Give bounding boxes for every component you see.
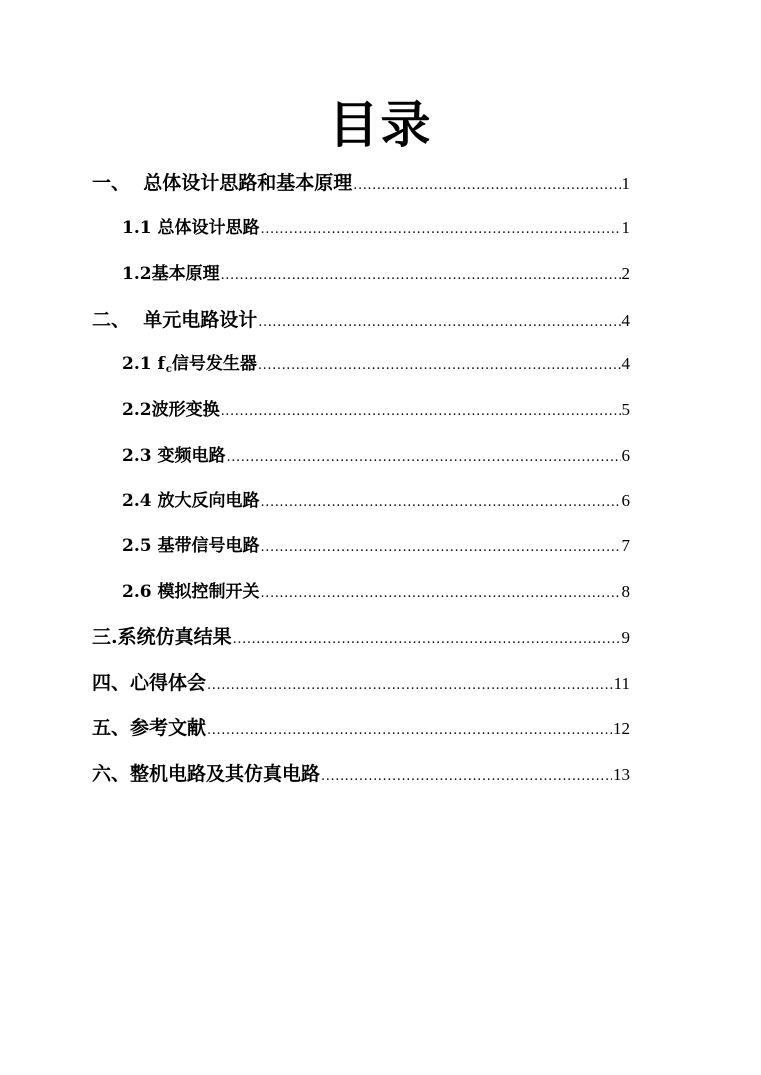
toc-entry-label: 三.系统仿真结果	[92, 626, 232, 648]
toc-leader-dots	[353, 171, 620, 201]
toc-leader-dots	[321, 762, 612, 792]
toc-leader-dots	[261, 215, 621, 245]
toc-page-number: 1	[621, 218, 630, 237]
toc-entry-2-2[interactable]	[122, 395, 630, 425]
toc-page-number: 2	[621, 264, 630, 283]
toc-entry-2-6[interactable]	[122, 577, 630, 607]
toc-entry-4[interactable]	[92, 668, 630, 698]
toc-entry-2-4[interactable]	[122, 486, 630, 516]
toc-page-number: 6	[621, 491, 630, 510]
toc-leader-dots	[221, 261, 621, 291]
toc-entry-2-1[interactable]	[122, 349, 630, 379]
toc-entry-2-3[interactable]	[122, 441, 630, 471]
toc-entry-label: 五、参考文献	[92, 717, 207, 739]
toc-entry-1-1[interactable]	[122, 213, 630, 243]
toc-leader-dots	[207, 716, 612, 746]
toc-page-number: 1	[621, 174, 630, 193]
toc-leader-dots	[233, 625, 621, 655]
toc-entry-6[interactable]	[92, 759, 630, 789]
toc-entry-3[interactable]	[92, 622, 630, 652]
toc-entry-label: 二、 单元电路设计	[92, 309, 258, 331]
toc-entry-label: 一、 总体设计思路和基本原理	[92, 172, 353, 194]
toc-page-number: 5	[621, 400, 630, 419]
toc-entry-label: 2.6 模拟控制开关	[122, 582, 260, 602]
toc-entry-5[interactable]	[92, 713, 630, 743]
toc-page-number: 11	[613, 674, 630, 693]
toc-leader-dots	[227, 443, 621, 473]
toc-leader-dots	[261, 579, 621, 609]
toc-page-number: 12	[613, 719, 630, 738]
toc-page-number: 13	[613, 765, 630, 784]
toc-page-number: 8	[621, 582, 630, 601]
toc-leader-dots	[221, 397, 621, 427]
toc-entry-2[interactable]	[92, 305, 630, 335]
toc-entry-label: 六、整机电路及其仿真电路	[92, 763, 321, 785]
toc-entry-label-suffix: 信号发生器	[171, 354, 257, 374]
toc-page-number: 4	[621, 311, 630, 330]
toc-entry-label-subscript: c	[165, 364, 172, 375]
toc-leader-dots	[261, 533, 621, 563]
toc-entry-1[interactable]	[92, 168, 630, 198]
toc-page-number: 9	[621, 628, 630, 647]
toc-entry-label	[122, 349, 257, 385]
toc-entry-label: 1.1 总体设计思路	[122, 218, 260, 238]
toc-entry-1-2[interactable]	[122, 259, 630, 289]
toc-page-number: 7	[621, 536, 630, 555]
toc-entry-label: 2.4 放大反向电路	[122, 491, 260, 511]
toc-page-number: 6	[621, 446, 630, 465]
toc-leader-dots	[258, 308, 620, 338]
toc-entry-label: 2.2波形变换	[122, 400, 220, 420]
toc-leader-dots	[207, 671, 613, 701]
toc-leader-dots	[261, 488, 621, 518]
page-title: 目录	[328, 96, 433, 154]
toc-page-number: 4	[621, 354, 630, 373]
toc-entry-label: 2.3 变频电路	[122, 446, 226, 466]
toc-leader-dots	[258, 351, 621, 381]
toc-entry-2-5[interactable]	[122, 531, 630, 561]
toc-entry-label: 1.2基本原理	[122, 264, 220, 284]
toc-entry-label: 四、心得体会	[92, 672, 207, 694]
toc-entry-label-prefix: 2.1 f	[122, 354, 165, 374]
toc-entry-label: 2.5 基带信号电路	[122, 536, 260, 556]
